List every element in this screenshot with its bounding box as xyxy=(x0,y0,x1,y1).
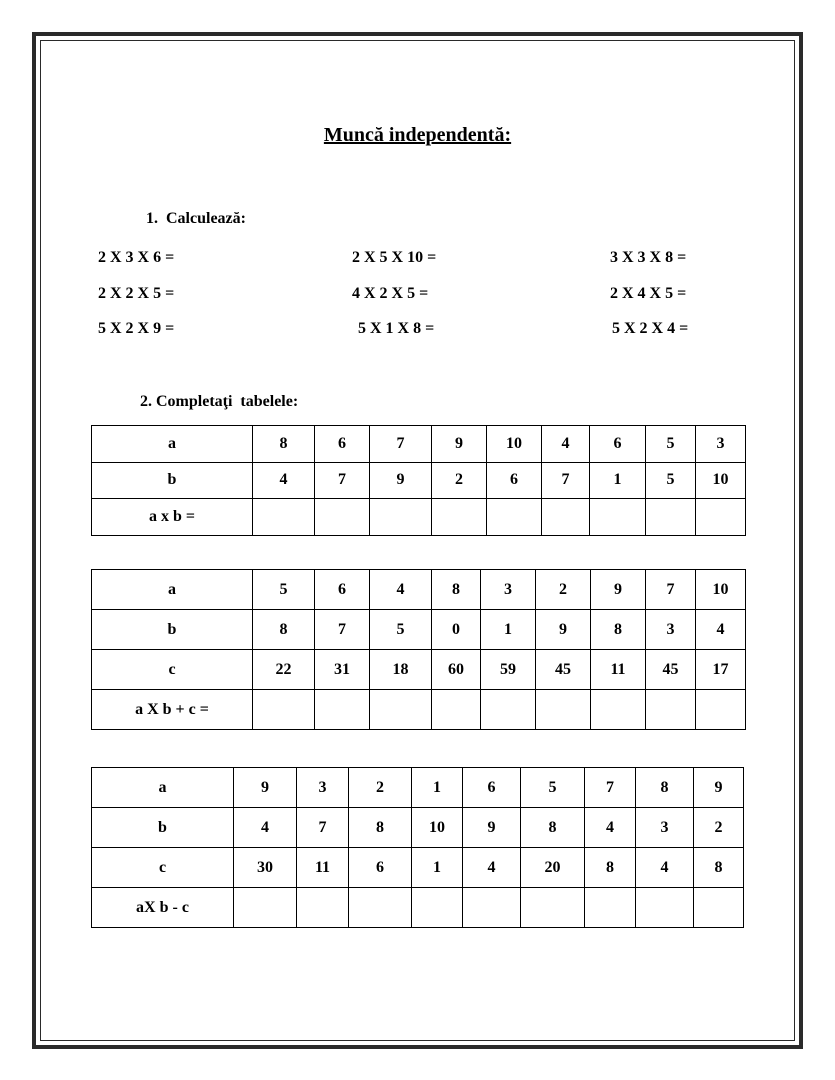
answer-cell[interactable] xyxy=(696,499,746,536)
value-cell: 30 xyxy=(234,848,297,888)
value-cell: 3 xyxy=(297,768,349,808)
answer-cell[interactable] xyxy=(521,888,585,928)
value-cell: 5 xyxy=(253,570,315,610)
value-cell: 10 xyxy=(487,426,542,463)
value-cell: 4 xyxy=(636,848,694,888)
expression: 5 X 1 X 8 = xyxy=(358,320,435,337)
answer-cell[interactable] xyxy=(591,690,646,730)
expression: 5 X 2 X 9 = xyxy=(98,320,175,337)
value-cell: 3 xyxy=(481,570,536,610)
value-cell: 9 xyxy=(591,570,646,610)
answer-cell[interactable] xyxy=(585,888,636,928)
value-cell: 8 xyxy=(636,768,694,808)
value-cell: 2 xyxy=(349,768,412,808)
value-cell: 18 xyxy=(370,650,432,690)
value-cell: 5 xyxy=(646,426,696,463)
answer-cell[interactable] xyxy=(481,690,536,730)
value-cell: 9 xyxy=(234,768,297,808)
value-cell: 6 xyxy=(349,848,412,888)
answer-cell[interactable] xyxy=(696,690,746,730)
answer-cell[interactable] xyxy=(487,499,542,536)
value-cell: 3 xyxy=(636,808,694,848)
row-label: b xyxy=(92,808,234,848)
value-cell: 60 xyxy=(432,650,481,690)
answer-cell[interactable] xyxy=(253,690,315,730)
value-cell: 6 xyxy=(590,426,646,463)
value-cell: 1 xyxy=(481,610,536,650)
value-cell: 4 xyxy=(696,610,746,650)
answer-cell[interactable] xyxy=(253,499,315,536)
value-cell: 5 xyxy=(646,462,696,499)
value-cell: 4 xyxy=(234,808,297,848)
value-cell: 31 xyxy=(315,650,370,690)
value-cell: 8 xyxy=(349,808,412,848)
answer-cell[interactable] xyxy=(463,888,521,928)
value-cell: 4 xyxy=(585,808,636,848)
value-cell: 1 xyxy=(412,848,463,888)
table-row xyxy=(92,888,744,928)
table-row xyxy=(92,848,744,888)
value-cell: 1 xyxy=(412,768,463,808)
section-2-heading: 2. Completaţi tabelele: xyxy=(140,393,299,410)
value-cell: 4 xyxy=(542,426,590,463)
value-cell: 17 xyxy=(696,650,746,690)
answer-cell[interactable] xyxy=(315,690,370,730)
answer-cell[interactable] xyxy=(297,888,349,928)
value-cell: 4 xyxy=(370,570,432,610)
answer-cell[interactable] xyxy=(636,888,694,928)
value-cell: 8 xyxy=(694,848,744,888)
value-cell: 0 xyxy=(432,610,481,650)
value-cell: 10 xyxy=(696,462,746,499)
value-cell: 9 xyxy=(463,808,521,848)
row-label: a xyxy=(92,570,253,610)
answer-cell[interactable] xyxy=(370,499,432,536)
value-cell: 9 xyxy=(370,462,432,499)
answer-cell[interactable] xyxy=(234,888,297,928)
value-cell: 10 xyxy=(696,570,746,610)
value-cell: 7 xyxy=(646,570,696,610)
value-cell: 8 xyxy=(591,610,646,650)
worksheet-table-2 xyxy=(91,569,746,730)
table-row xyxy=(92,462,746,499)
value-cell: 22 xyxy=(253,650,315,690)
value-cell: 6 xyxy=(463,768,521,808)
row-label: a xyxy=(92,426,253,463)
expression: 2 X 2 X 5 = xyxy=(98,285,175,302)
answer-cell[interactable] xyxy=(432,499,487,536)
row-label: a xyxy=(92,768,234,808)
answer-cell[interactable] xyxy=(646,499,696,536)
table-row xyxy=(92,499,746,536)
answer-cell[interactable] xyxy=(542,499,590,536)
value-cell: 45 xyxy=(646,650,696,690)
row-label: aX b - c xyxy=(92,888,234,928)
expression: 3 X 3 X 8 = xyxy=(610,249,687,266)
answer-cell[interactable] xyxy=(646,690,696,730)
value-cell: 2 xyxy=(432,462,487,499)
value-cell: 7 xyxy=(542,462,590,499)
value-cell: 8 xyxy=(253,610,315,650)
page-title: Muncă independentă: xyxy=(323,124,512,146)
answer-cell[interactable] xyxy=(412,888,463,928)
value-cell: 8 xyxy=(521,808,585,848)
table-row xyxy=(92,610,746,650)
value-cell: 6 xyxy=(315,426,370,463)
answer-cell[interactable] xyxy=(432,690,481,730)
expression: 4 X 2 X 5 = xyxy=(352,285,429,302)
value-cell: 59 xyxy=(481,650,536,690)
value-cell: 5 xyxy=(370,610,432,650)
value-cell: 7 xyxy=(297,808,349,848)
table-row xyxy=(92,426,746,463)
value-cell: 1 xyxy=(590,462,646,499)
answer-cell[interactable] xyxy=(536,690,591,730)
table-row xyxy=(92,650,746,690)
value-cell: 7 xyxy=(370,426,432,463)
value-cell: 2 xyxy=(694,808,744,848)
value-cell: 8 xyxy=(432,570,481,610)
value-cell: 3 xyxy=(646,610,696,650)
value-cell: 20 xyxy=(521,848,585,888)
answer-cell[interactable] xyxy=(694,888,744,928)
section-1-heading: 1. Calculează: xyxy=(146,210,246,227)
answer-cell[interactable] xyxy=(315,499,370,536)
value-cell: 6 xyxy=(315,570,370,610)
value-cell: 8 xyxy=(253,426,315,463)
value-cell: 6 xyxy=(487,462,542,499)
row-label: a x b = xyxy=(92,499,253,536)
value-cell: 9 xyxy=(432,426,487,463)
value-cell: 8 xyxy=(585,848,636,888)
value-cell: 11 xyxy=(297,848,349,888)
value-cell: 9 xyxy=(694,768,744,808)
table-row xyxy=(92,570,746,610)
answer-cell[interactable] xyxy=(349,888,412,928)
row-label: b xyxy=(92,610,253,650)
value-cell: 7 xyxy=(315,462,370,499)
expression: 2 X 5 X 10 = xyxy=(352,249,437,266)
row-label: b xyxy=(92,462,253,499)
worksheet-table-3 xyxy=(91,767,744,928)
answer-cell[interactable] xyxy=(370,690,432,730)
value-cell: 4 xyxy=(253,462,315,499)
answer-cell[interactable] xyxy=(590,499,646,536)
value-cell: 7 xyxy=(315,610,370,650)
row-label: c xyxy=(92,650,253,690)
value-cell: 4 xyxy=(463,848,521,888)
expression: 5 X 2 X 4 = xyxy=(612,320,689,337)
value-cell: 7 xyxy=(585,768,636,808)
table-row xyxy=(92,768,744,808)
row-label: c xyxy=(92,848,234,888)
expression: 2 X 4 X 5 = xyxy=(610,285,687,302)
row-label: a X b + c = xyxy=(92,690,253,730)
table-row xyxy=(92,690,746,730)
expression: 2 X 3 X 6 = xyxy=(98,249,175,266)
value-cell: 3 xyxy=(696,426,746,463)
value-cell: 2 xyxy=(536,570,591,610)
value-cell: 11 xyxy=(591,650,646,690)
value-cell: 45 xyxy=(536,650,591,690)
worksheet-table-1 xyxy=(91,425,746,536)
value-cell: 9 xyxy=(536,610,591,650)
value-cell: 10 xyxy=(412,808,463,848)
value-cell: 5 xyxy=(521,768,585,808)
table-row xyxy=(92,808,744,848)
